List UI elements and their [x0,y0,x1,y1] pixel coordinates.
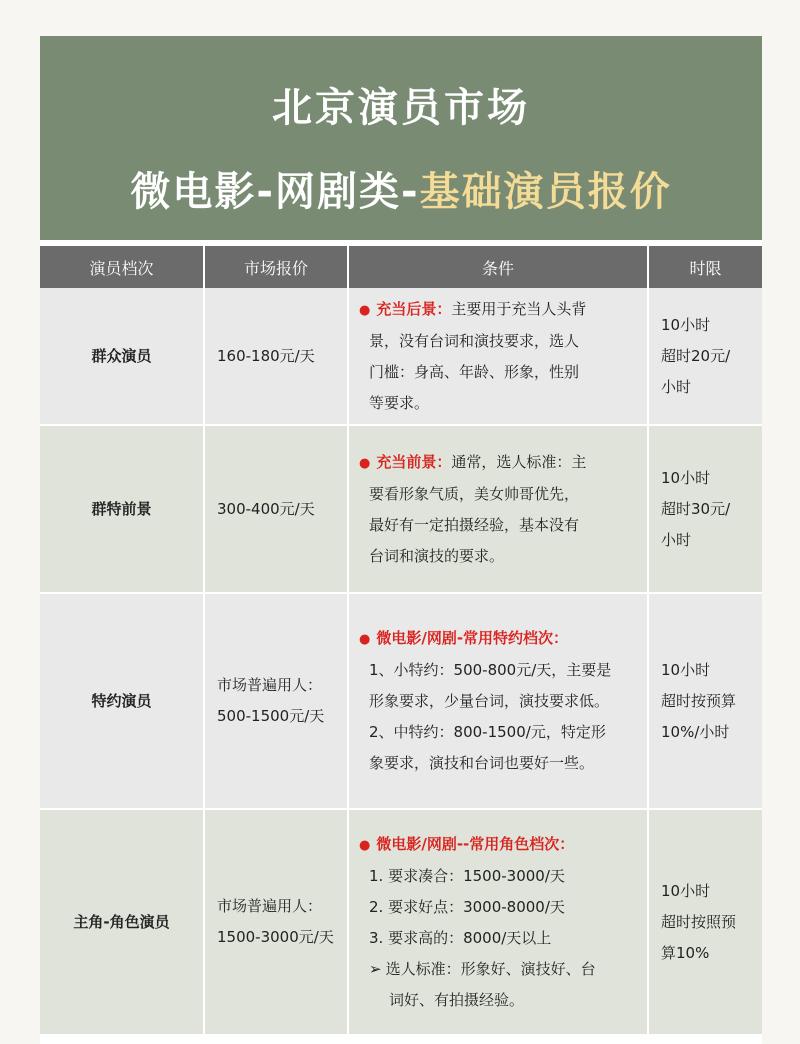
condition-text: 选人标准：形象好、演技好、台 [385,959,596,978]
term-text: 超时30元/ [661,499,731,518]
column-header: 市场报价 [204,246,348,288]
condition-title: 微电影/网剧--常用角色档次： [376,834,575,853]
title-line2-prefix: 微电影-网剧类- [130,169,420,215]
condition-text: 2. 要求好点：3000-8000/天 [369,897,565,916]
condition-arrow-line [359,954,637,985]
term-text: 10小时 [661,315,711,334]
condition-text: 2、中特约：800-1500/元，特定形 [369,723,606,741]
term-cell [648,593,762,809]
term-cell [648,809,762,1035]
condition-text: 形象要求，少量台词，演技要求低。 [369,692,610,710]
condition-title: 充当前景： [376,452,452,471]
term-cell [648,425,762,593]
level-cell: 群众演员 [40,288,204,425]
condition-text: 等要求。 [369,393,430,412]
term-text: 超时20元/ [661,346,731,365]
term-text: 10%/小时 [661,722,730,741]
condition-title: 微电影/网剧-常用特约档次： [376,629,569,647]
condition-text: 3. 要求高的：8000/天以上 [369,928,552,947]
title-line2 [40,160,762,217]
condition-first-line [359,294,637,326]
price-cell [204,809,348,1035]
condition-first-line [359,829,637,861]
condition-text: 1、小特约：500-800元/天，主要是 [369,661,612,679]
price-cell: 300-400元/天 [204,425,348,593]
price-table [40,246,762,1036]
price-text: 1500-3000元/天 [217,928,334,946]
condition-text: 门槛：身高、年龄、形象，性别 [369,362,580,381]
condition-text: 要看形象气质，美女帅哥优先， [369,484,580,503]
condition-cell [348,809,648,1035]
term-text: 超时按预算 [661,691,737,710]
price-text: 500-1500元/天 [217,707,325,725]
table-header-row [40,246,762,288]
price-text: 市场普遍用人： [217,897,323,915]
condition-cell [348,288,648,425]
table-row [40,593,762,809]
condition-first-line [359,447,637,479]
condition-cell [348,593,648,809]
condition-first-line [359,623,637,655]
bullet-dot-icon: ● [359,632,371,647]
title-banner [40,36,762,240]
term-text: 10小时 [661,468,711,487]
table-row [40,425,762,593]
bullet-dot-icon: ● [359,455,371,471]
title-line1: 北京演员市场 [272,85,530,131]
term-text: 小时 [661,377,692,396]
price-cell [204,593,348,809]
level-cell: 主角-角色演员 [40,809,204,1035]
condition-cell [348,425,648,593]
bullet-dot-icon: ● [359,302,371,318]
condition-text: 最好有一定拍摄经验，基本没有 [369,515,580,534]
column-header: 条件 [348,246,648,288]
column-header: 演员档次 [40,246,204,288]
condition-text: 通常，选人标准：主 [451,452,587,471]
term-text: 小时 [661,530,692,549]
condition-text: 1. 要求凑合：1500-3000/天 [369,866,565,885]
term-text: 10小时 [661,660,711,679]
condition-text: 台词和演技的要求。 [369,546,505,565]
price-sheet [40,36,762,1044]
table-row [40,809,762,1035]
column-header: 时限 [648,246,762,288]
title-line2-highlight: 基础演员报价 [419,169,672,215]
bullet-dot-icon: ● [359,837,371,853]
condition-text: 词好、有拍摄经验。 [389,990,525,1009]
arrow-bullet-icon: ➢ [369,959,382,978]
table-row [40,288,762,425]
term-text: 超时按照预 [661,912,737,931]
level-cell: 特约演员 [40,593,204,809]
price-text: 市场普遍用人： [217,676,323,694]
price-cell: 160-180元/天 [204,288,348,425]
level-cell: 群特前景 [40,425,204,593]
condition-text: 景，没有台词和演技要求，选人 [369,331,580,350]
term-text: 算10% [661,943,710,962]
condition-text: 主要用于充当人头背 [451,299,587,318]
condition-title: 充当后景： [376,299,452,318]
term-cell [648,288,762,425]
condition-text: 象要求，演技和台词也要好一些。 [369,754,595,772]
term-text: 10小时 [661,881,711,900]
